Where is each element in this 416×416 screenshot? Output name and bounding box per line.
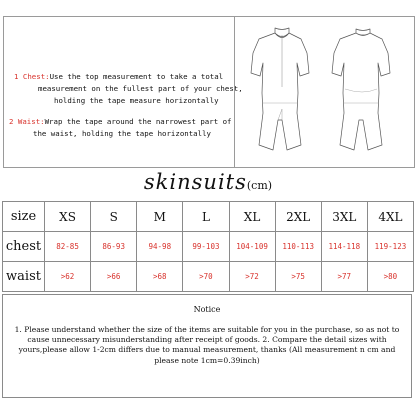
title-unit: (cm) <box>246 179 273 192</box>
measurement-instructions-panel <box>3 16 243 168</box>
chest-cell: 110-113 <box>275 232 321 262</box>
waist-label: Waist: <box>17 117 45 126</box>
skinsuit-illustration <box>235 17 414 167</box>
chest-cell: 99-103 <box>183 232 229 262</box>
waist-cell: >75 <box>275 262 321 292</box>
waist-instruction <box>9 116 232 140</box>
chest-cell: 114-118 <box>321 232 367 262</box>
chest-cell: 104-109 <box>229 232 275 262</box>
waist-cell: >77 <box>321 262 367 292</box>
row-label-size: size <box>3 202 45 232</box>
waist-cell: >70 <box>183 262 229 292</box>
size-cell: L <box>183 202 229 232</box>
waist-cell: >62 <box>45 262 91 292</box>
size-cell: 4XL <box>367 202 413 232</box>
chest-cell: 94-98 <box>137 232 183 262</box>
chest-instruction <box>14 71 243 107</box>
skinsuit-front-icon <box>251 28 309 150</box>
size-row <box>3 202 414 232</box>
chest-instruction-line-3: holding the tape measure horizontally <box>54 96 219 105</box>
chest-cell: 119-123 <box>367 232 413 262</box>
waist-cell: >72 <box>229 262 275 292</box>
waist-number: 2 <box>9 117 14 126</box>
size-cell: S <box>91 202 137 232</box>
row-label-chest: chest <box>3 232 45 262</box>
chest-instruction-line-1: Use the top measurement to take a total <box>49 72 224 81</box>
chest-cell: 82-85 <box>45 232 91 262</box>
row-label-waist: waist <box>3 262 45 292</box>
size-cell: 2XL <box>275 202 321 232</box>
size-cell: XL <box>229 202 275 232</box>
waist-cell: >68 <box>137 262 183 292</box>
chest-row <box>3 232 414 262</box>
chest-label: Chest: <box>22 72 50 81</box>
size-table <box>2 201 414 292</box>
skinsuit-back-icon <box>332 29 390 150</box>
waist-cell: >80 <box>367 262 413 292</box>
notice-title: Notice <box>193 305 221 314</box>
waist-row <box>3 262 414 292</box>
size-cell: 3XL <box>321 202 367 232</box>
chest-instruction-line-2: measurement on the fullest part of your chest, <box>38 84 243 93</box>
waist-instruction-line-1: Wrap the tape around the narrowest part of <box>44 117 232 126</box>
notice-box <box>2 294 412 398</box>
chest-cell: 86-93 <box>91 232 137 262</box>
waist-instruction-line-2: the waist, holding the tape horizontally <box>33 129 211 138</box>
waist-cell: >66 <box>91 262 137 292</box>
title-main: skinsuits <box>143 170 247 194</box>
chest-number: 1 <box>14 72 19 81</box>
notice-body: 1. Please understand whether the size of the items are suitable for you in the purchase, so as not to cause unnecessary misunderstanding after receipt of goods. 2. Compare the detail sizes with yours,please allow 1-2cm differs due to manual measurement, thanks (All measurement n cm and please note 1cm=0.39inch) <box>14 325 400 365</box>
size-chart-title <box>0 170 416 200</box>
size-cell: XS <box>45 202 91 232</box>
skinsuit-figure-panel <box>234 16 415 168</box>
size-cell: M <box>137 202 183 232</box>
